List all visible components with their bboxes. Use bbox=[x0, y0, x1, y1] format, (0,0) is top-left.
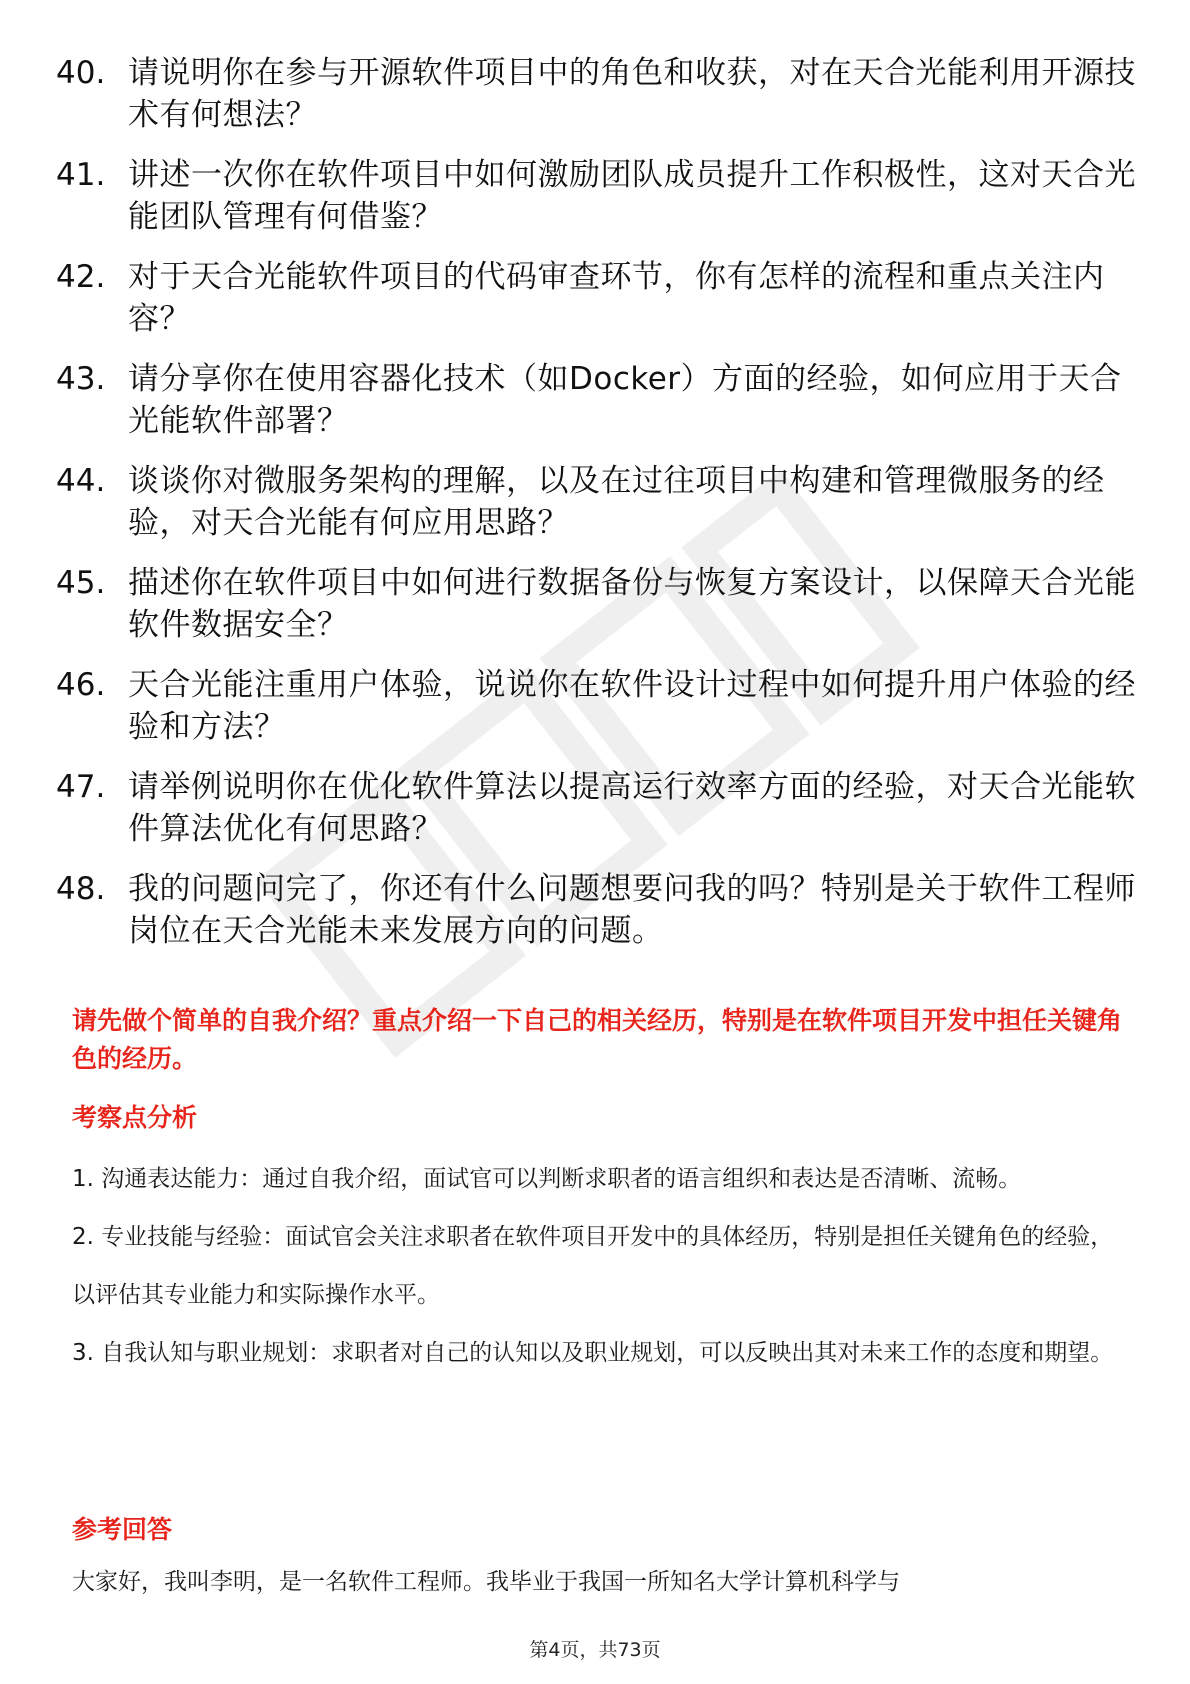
question-item bbox=[56, 766, 1136, 850]
question-item bbox=[56, 868, 1136, 952]
analysis-item: 3. 自我认知与职业规划：求职者对自己的认知以及职业规划，可以反映出其对未来工作的态度和期望。 bbox=[72, 1340, 1114, 1366]
question-number: 44. bbox=[56, 463, 106, 499]
question-text: 天合光能注重用户体验，说说你在软件设计过程中如何提升用户体验的经验和方法？ bbox=[128, 667, 1136, 745]
question-number: 46. bbox=[56, 667, 106, 703]
question-text: 请举例说明你在优化软件算法以提高运行效率方面的经验，对天合光能软件算法优化有何思路？ bbox=[128, 769, 1136, 847]
section-question: 请先做个简单的自我介绍？重点介绍一下自己的相关经历，特别是在软件项目开发中担任关键角色的经历。 bbox=[72, 1006, 1123, 1073]
question-text: 请分享你在使用容器化技术（如Docker）方面的经验，如何应用于天合光能软件部署？ bbox=[128, 361, 1122, 439]
answer-text: 大家好，我叫李明，是一名软件工程师。我毕业于我国一所知名大学计算机科学与 bbox=[72, 1569, 900, 1595]
page-footer: 第4页，共73页 bbox=[529, 1639, 661, 1661]
question-number: 48. bbox=[56, 871, 106, 907]
question-item bbox=[56, 460, 1136, 544]
question-number: 47. bbox=[56, 769, 106, 805]
question-text: 我的问题问完了，你还有什么问题想要问我的吗？特别是关于软件工程师岗位在天合光能未来发展方向的问题。 bbox=[128, 871, 1136, 949]
question-item bbox=[56, 154, 1136, 238]
question-number: 41. bbox=[56, 157, 106, 193]
question-text: 对于天合光能软件项目的代码审查环节，你有怎样的流程和重点关注内容？ bbox=[128, 259, 1105, 337]
answer-heading: 参考回答 bbox=[72, 1515, 173, 1544]
question-item bbox=[56, 358, 1136, 442]
analysis-list bbox=[72, 1150, 1132, 1382]
question-item bbox=[56, 52, 1136, 136]
question-item bbox=[56, 562, 1136, 646]
question-item bbox=[56, 664, 1136, 748]
question-text: 请说明你在参与开源软件项目中的角色和收获，对在天合光能利用开源技术有何想法？ bbox=[128, 55, 1136, 133]
question-text: 描述你在软件项目中如何进行数据备份与恢复方案设计，以保障天合光能软件数据安全？ bbox=[128, 565, 1136, 643]
question-text: 谈谈你对微服务架构的理解，以及在过往项目中构建和管理微服务的经验，对天合光能有何应用思路？ bbox=[128, 463, 1105, 541]
question-number: 42. bbox=[56, 259, 106, 295]
analysis-heading: 考察点分析 bbox=[72, 1103, 198, 1132]
question-number: 43. bbox=[56, 361, 106, 397]
question-number: 45. bbox=[56, 565, 106, 601]
question-number: 40. bbox=[56, 55, 106, 91]
analysis-item: 2. 专业技能与经验：面试官会关注求职者在软件项目开发中的具体经历，特别是担任关键角色的经验，以评估其专业能力和实际操作水平。 bbox=[72, 1224, 1114, 1308]
analysis-item: 1. 沟通表达能力：通过自我介绍，面试官可以判断求职者的语言组织和表达是否清晰、流畅。 bbox=[72, 1166, 1022, 1192]
question-text: 讲述一次你在软件项目中如何激励团队成员提升工作积极性，这对天合光能团队管理有何借鉴？ bbox=[128, 157, 1136, 235]
question-item bbox=[56, 256, 1136, 340]
question-list bbox=[56, 52, 1136, 970]
